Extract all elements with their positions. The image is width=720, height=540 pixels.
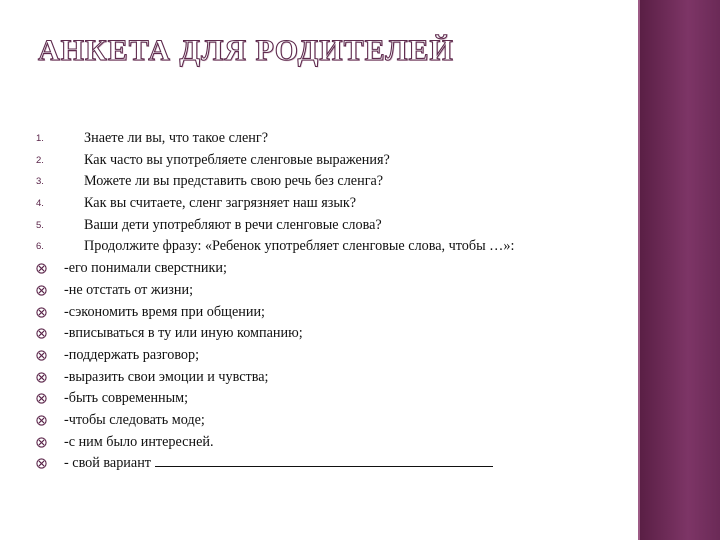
question-item <box>36 215 626 237</box>
question-number: 3. <box>36 176 44 188</box>
question-text: Можете ли вы представить свою речь без сленга? <box>84 173 384 190</box>
answer-item <box>36 432 626 454</box>
side-decor-band <box>640 0 720 540</box>
circled-cross-icon <box>36 350 47 361</box>
circled-cross-icon <box>36 328 47 339</box>
question-text: Знаете ли вы, что такое сленг? <box>84 130 269 146</box>
question-number: 1. <box>36 133 44 144</box>
questionnaire-list <box>36 128 626 475</box>
answer-item <box>36 453 626 475</box>
question-number: 5. <box>36 219 44 231</box>
answer-text: -выразить свои эмоции и чувства; <box>64 368 269 385</box>
circled-cross-icon <box>36 393 47 404</box>
answer-text: -не отстать от жизни; <box>64 281 194 298</box>
answer-item <box>36 345 626 367</box>
circled-cross-icon <box>36 307 47 318</box>
answer-item <box>36 367 626 389</box>
question-item <box>36 150 626 172</box>
question-number: 4. <box>36 198 44 210</box>
question-item <box>36 193 626 215</box>
answer-item <box>36 302 626 324</box>
question-number: 2. <box>36 154 44 166</box>
page-title: АНКЕТА ДЛЯ РОДИТЕЛЕЙ <box>38 34 454 67</box>
answer-text: -сэкономить время при общении; <box>64 303 265 320</box>
answer-item <box>36 323 626 345</box>
question-text: Как часто вы употребляете сленговые выражения? <box>84 151 390 168</box>
circled-cross-icon <box>36 415 47 426</box>
circled-cross-icon <box>36 372 47 383</box>
answer-item <box>36 258 626 280</box>
circled-cross-icon <box>36 437 47 448</box>
question-item <box>36 236 626 258</box>
answer-text: -быть современным; <box>64 390 189 407</box>
answer-item <box>36 280 626 302</box>
circled-cross-icon <box>36 263 47 274</box>
answer-text: -чтобы следовать моде; <box>64 411 205 428</box>
answer-text: -вписываться в ту или иную компанию; <box>64 325 303 342</box>
answer-item <box>36 410 626 432</box>
own-variant-blank-line <box>155 453 493 467</box>
question-item <box>36 171 626 193</box>
answer-item <box>36 388 626 410</box>
answer-text: -поддержать разговор; <box>64 346 200 363</box>
answer-text-own-variant <box>64 453 493 475</box>
answer-text: -его понимали сверстники; <box>64 260 227 277</box>
question-text: Как вы считаете, сленг загрязняет наш язык? <box>84 195 357 212</box>
question-text: Ваши дети употребляют в речи сленговые слова? <box>84 216 382 233</box>
circled-cross-icon <box>36 285 47 296</box>
question-item <box>36 128 626 150</box>
circled-cross-icon <box>36 458 47 469</box>
answer-text: -с ним было интересней. <box>64 433 214 450</box>
question-number: 6. <box>36 241 44 253</box>
own-variant-label: - свой вариант <box>64 455 151 472</box>
question-text: Продолжите фразу: «Ребенок употребляет сленговые слова, чтобы …»: <box>84 238 515 255</box>
